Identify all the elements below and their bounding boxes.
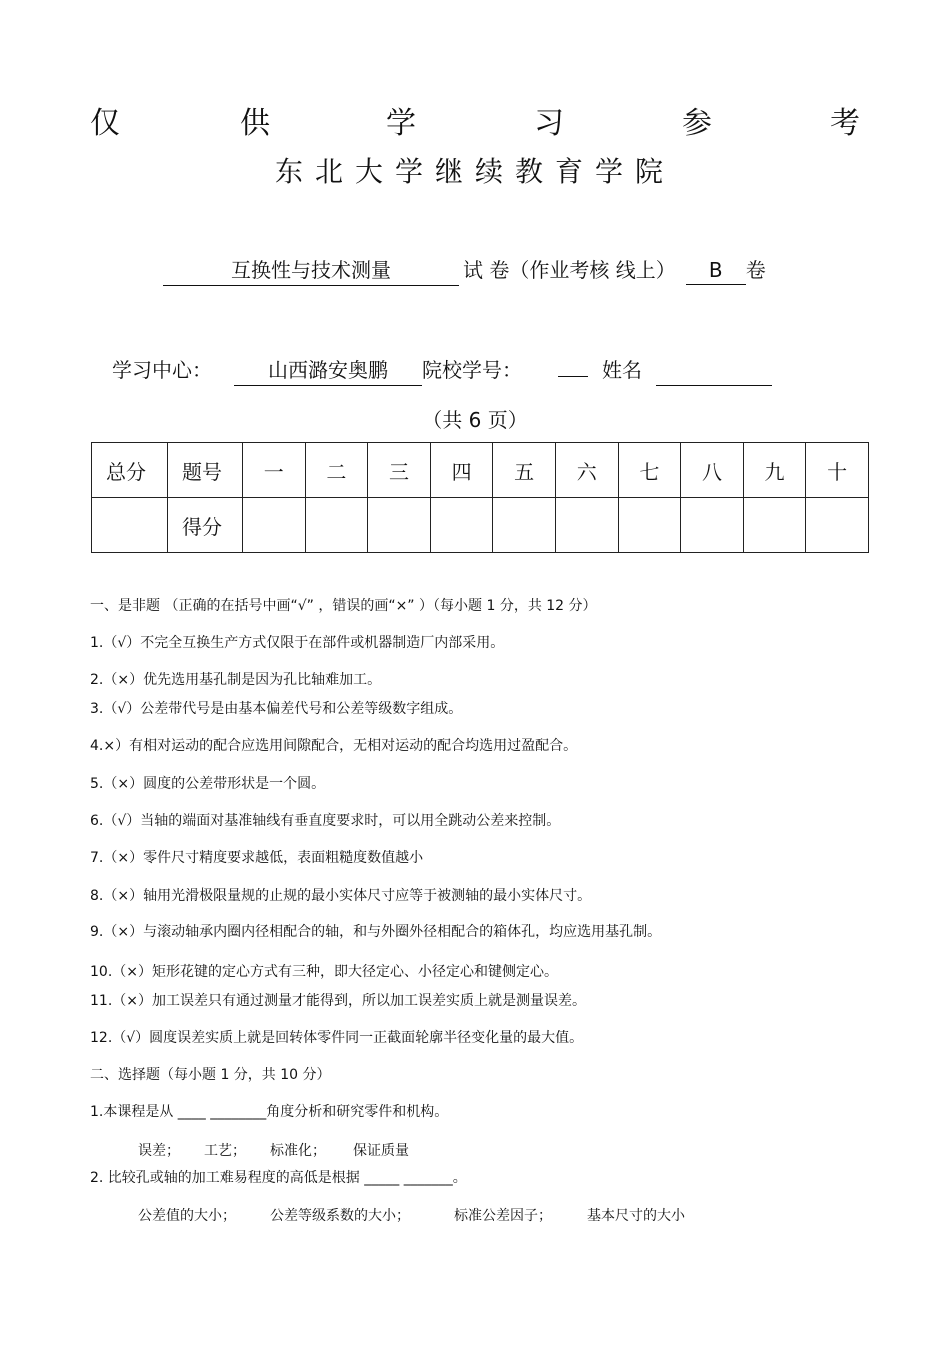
watermark-char: 供	[240, 106, 270, 141]
id-label: 院校学号：	[422, 358, 522, 382]
table-cell: 一	[243, 443, 306, 498]
table-cell: 八	[681, 443, 744, 498]
course-name: 互换性与技术测量	[163, 254, 459, 286]
table-cell: 六	[555, 443, 618, 498]
list-item: 6.（√）当轴的端面对基准轴线有垂直度要求时，可以用全跳动公差来控制。	[90, 813, 561, 829]
option: 基本尺寸的大小	[587, 1208, 685, 1224]
question-no-label: 题号	[168, 443, 243, 498]
list-item: 3.（√）公差带代号是由基本偏差代号和公差等级数字组成。	[90, 701, 463, 717]
section2-heading: 二、选择题（每小题 1 分，共 10 分）	[90, 1067, 331, 1083]
page-count: （共 6 页）	[422, 408, 528, 432]
table-row	[92, 498, 869, 553]
student-info	[112, 354, 772, 386]
score-label: 得分	[168, 498, 243, 553]
table-cell: 七	[618, 443, 681, 498]
table-cell: 五	[493, 443, 556, 498]
table-cell: 九	[743, 443, 806, 498]
score-cell[interactable]	[618, 498, 681, 553]
paper-code: B	[686, 258, 746, 285]
option: 公差值的大小；	[138, 1208, 236, 1224]
score-cell[interactable]	[305, 498, 368, 553]
table-cell: 三	[368, 443, 431, 498]
total-label: 总分	[92, 443, 168, 498]
watermark-char: 仅	[90, 106, 120, 141]
name-label: 姓名	[602, 358, 642, 382]
id-field[interactable]	[558, 374, 588, 377]
watermark-char: 参	[682, 106, 712, 141]
option: 工艺；	[204, 1143, 246, 1159]
score-cell[interactable]	[555, 498, 618, 553]
question-1: 1.本课程是从 ____ ________角度分析和研究零件和机构。	[90, 1104, 449, 1120]
school-name: 东北大学继续教育学院	[274, 155, 675, 188]
paper-suffix: 卷	[745, 258, 766, 282]
score-table	[91, 442, 869, 553]
score-cell[interactable]	[681, 498, 744, 553]
section1-heading: 一、是非题 （正确的在括号中画“√” ，错误的画“×” ）（每小题 1 分，共 12 分）	[90, 598, 597, 614]
list-item: 5.（×）圆度的公差带形状是一个圆。	[90, 776, 326, 792]
option: 误差；	[138, 1143, 180, 1159]
list-item: 8.（×）轴用光滑极限量规的止规的最小实体尺寸应等于被测轴的最小实体尺寸。	[90, 888, 592, 904]
list-item: 1.（√）不完全互换生产方式仅限于在部件或机器制造厂内部采用。	[90, 635, 505, 651]
list-item: 2.（×）优先选用基孔制是因为孔比轴难加工。	[90, 672, 382, 688]
score-cell[interactable]	[493, 498, 556, 553]
name-field[interactable]	[656, 363, 772, 386]
option: 公差等级系数的大小；	[270, 1208, 410, 1224]
option: 标准公差因子；	[454, 1208, 552, 1224]
score-cell[interactable]	[806, 498, 869, 553]
list-item: 10.（×）矩形花键的定心方式有三种，即大径定心、小径定心和键侧定心。	[90, 964, 558, 980]
exam-title	[163, 254, 766, 284]
question-2: 2. 比较孔或轴的加工难易程度的高低是根据 _____ _______。	[90, 1170, 467, 1186]
watermark-char: 考	[830, 106, 860, 141]
option: 标准化；	[270, 1143, 326, 1159]
score-cell[interactable]	[430, 498, 493, 553]
option: 保证质量	[353, 1143, 409, 1159]
score-cell[interactable]	[243, 498, 306, 553]
table-row	[92, 443, 869, 498]
exam-type: 试 卷（作业考核 线上）	[463, 258, 676, 282]
list-item: 4.×）有相对运动的配合应选用间隙配合，无相对运动的配合均选用过盈配合。	[90, 738, 578, 754]
list-item: 9.（×）与滚动轴承内圈内径相配合的轴，和与外圈外径相配合的箱体孔，均应选用基孔制。	[90, 924, 662, 940]
list-item: 7.（×）零件尺寸精度要求越低，表面粗糙度数值越小	[90, 850, 424, 866]
center-value: 山西潞安奥鹏	[234, 354, 422, 386]
list-item: 11.（×）加工误差只有通过测量才能得到，所以加工误差实质上就是测量误差。	[90, 993, 586, 1009]
table-cell: 十	[806, 443, 869, 498]
table-cell: 二	[305, 443, 368, 498]
watermark-char: 习	[534, 106, 564, 141]
score-cell[interactable]	[743, 498, 806, 553]
center-label: 学习中心：	[112, 358, 212, 382]
total-score-cell[interactable]	[92, 498, 168, 553]
table-cell: 四	[430, 443, 493, 498]
score-cell[interactable]	[368, 498, 431, 553]
list-item: 12.（√）圆度误差实质上就是回转体零件同一正截面轮廓半径变化量的最大值。	[90, 1030, 584, 1046]
watermark-char: 学	[386, 106, 416, 141]
